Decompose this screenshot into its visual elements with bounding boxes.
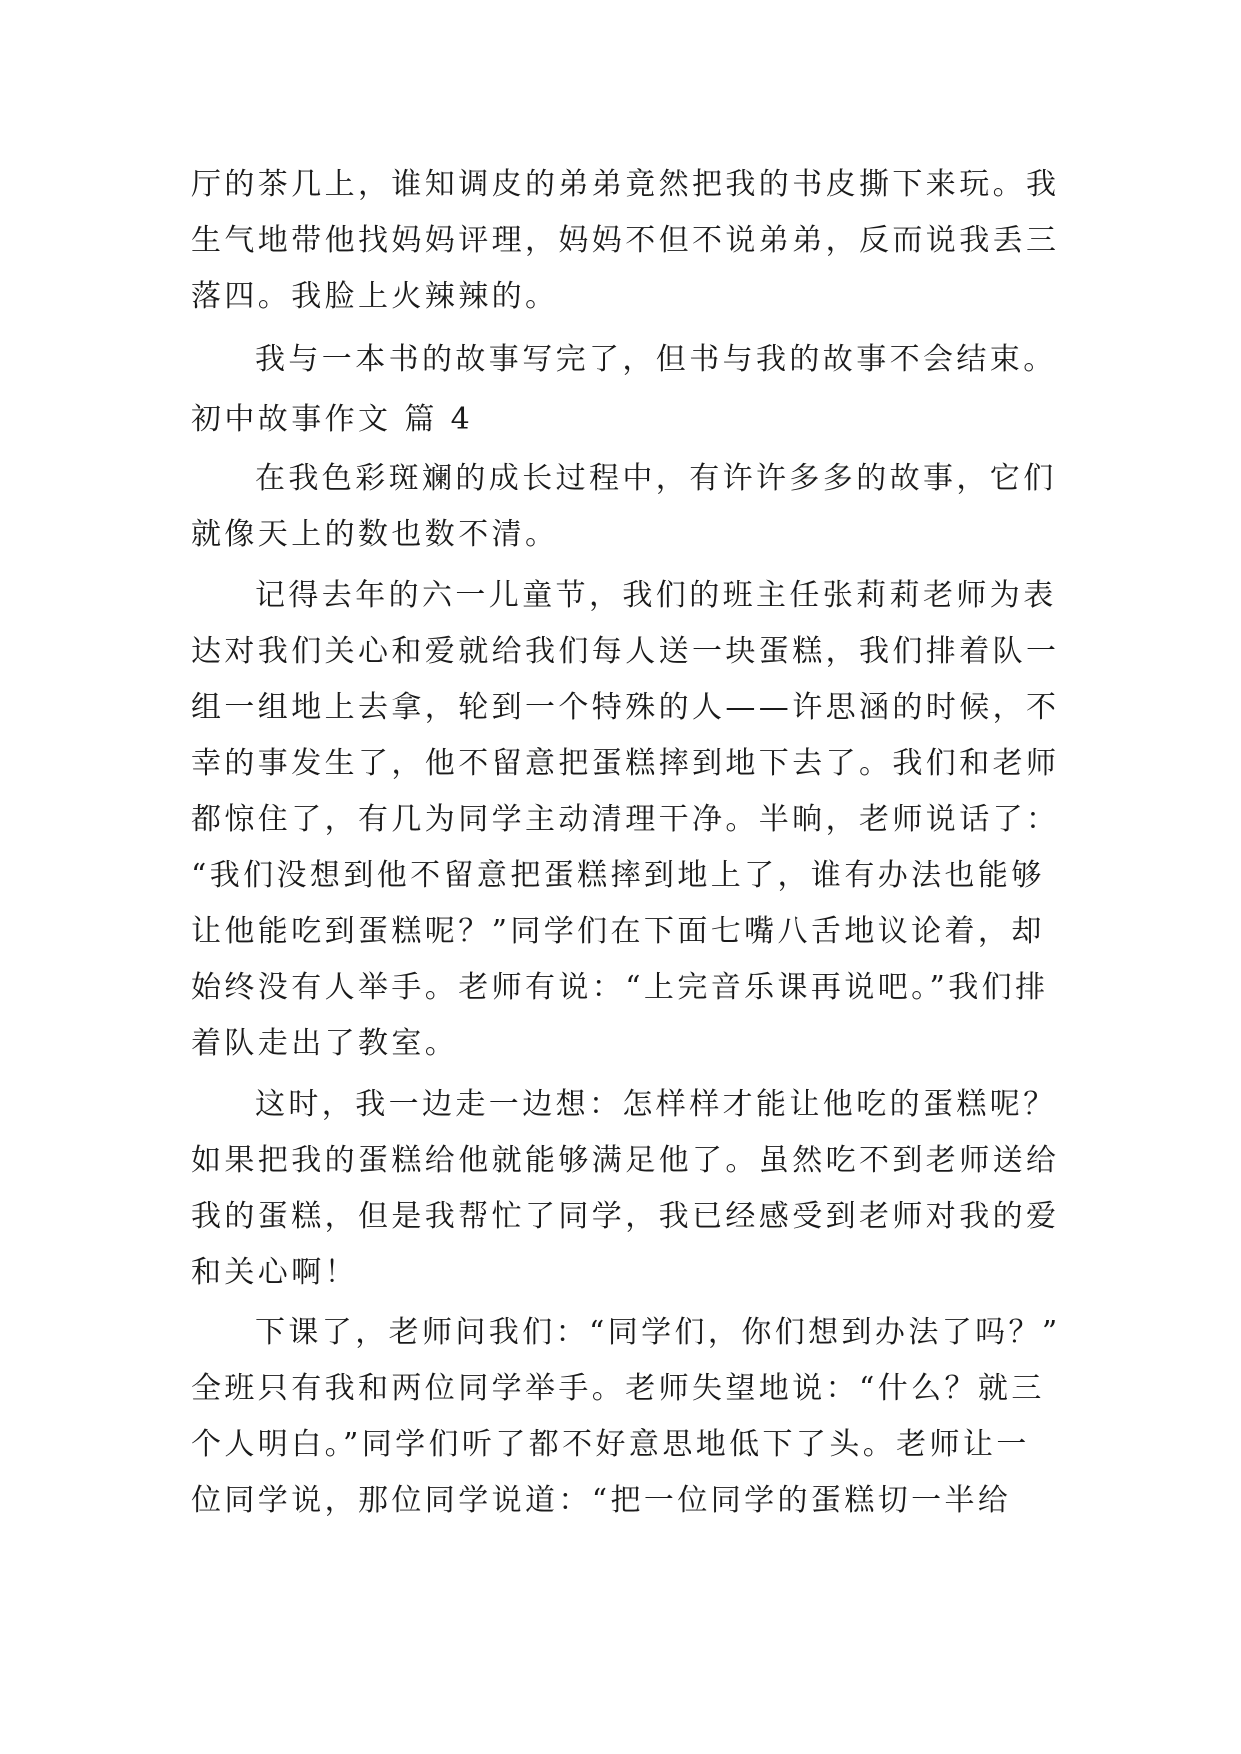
text-line: 生气地带他找妈妈评理，妈妈不但不说弟弟，反而说我丢三	[191, 223, 1060, 258]
text-line: 位同学说，那位同学说道：“把一位同学的蛋糕切一半给	[191, 1483, 1012, 1518]
text-line: 记得去年的六一儿童节，我们的班主任张莉莉老师为表	[255, 578, 1057, 613]
text-line: 让他能吃到蛋糕呢？”同学们在下面七嘴八舌地议论着，却	[191, 914, 1045, 949]
text-line: 幸的事发生了，他不留意把蛋糕摔到地下去了。我们和老师	[191, 746, 1060, 781]
text-line: 和关心啊！	[191, 1255, 358, 1290]
text-line: 着队走出了教室。	[191, 1026, 459, 1061]
text-line: 厅的茶几上，谁知调皮的弟弟竟然把我的书皮撕下来玩。我	[191, 167, 1060, 202]
text-line: 这时，我一边走一边想：怎样样才能让他吃的蛋糕呢？	[255, 1087, 1057, 1122]
text-line: 就像天上的数也数不清。	[191, 517, 559, 552]
text-line: 下课了，老师问我们：“同学们，你们想到办法了吗？”	[255, 1315, 1061, 1350]
text-line: 个人明白。”同学们听了都不好意思地低下了头。老师让一	[191, 1427, 1030, 1462]
text-line: 落四。我脸上火辣辣的。	[191, 279, 559, 314]
text-line: 全班只有我和两位同学举手。老师失望地说：“什么？就三	[191, 1371, 1045, 1406]
text-line: 在我色彩斑斓的成长过程中，有许许多多的故事，它们	[255, 461, 1057, 496]
text-line: 都惊住了，有几为同学主动清理干净。半晌，老师说话了：	[191, 802, 1060, 837]
text-line: 达对我们关心和爱就给我们每人送一块蛋糕，我们排着队一	[191, 634, 1060, 669]
text-line: 始终没有人举手。老师有说：“上完音乐课再说吧。”我们排	[191, 970, 1049, 1005]
text-line: 我的蛋糕，但是我帮忙了同学，我已经感受到老师对我的爱	[191, 1199, 1060, 1234]
text-line: “我们没想到他不留意把蛋糕摔到地上了，谁有办法也能够	[191, 858, 1045, 893]
text-line: 组一组地上去拿，轮到一个特殊的人——许思涵的时候，不	[191, 690, 1060, 725]
text-line: 如果把我的蛋糕给他就能够满足他了。虽然吃不到老师送给	[191, 1143, 1060, 1178]
text-line: 我与一本书的故事写完了，但书与我的故事不会结束。	[255, 342, 1057, 377]
section-heading: 初中故事作文 篇 4	[191, 402, 474, 437]
